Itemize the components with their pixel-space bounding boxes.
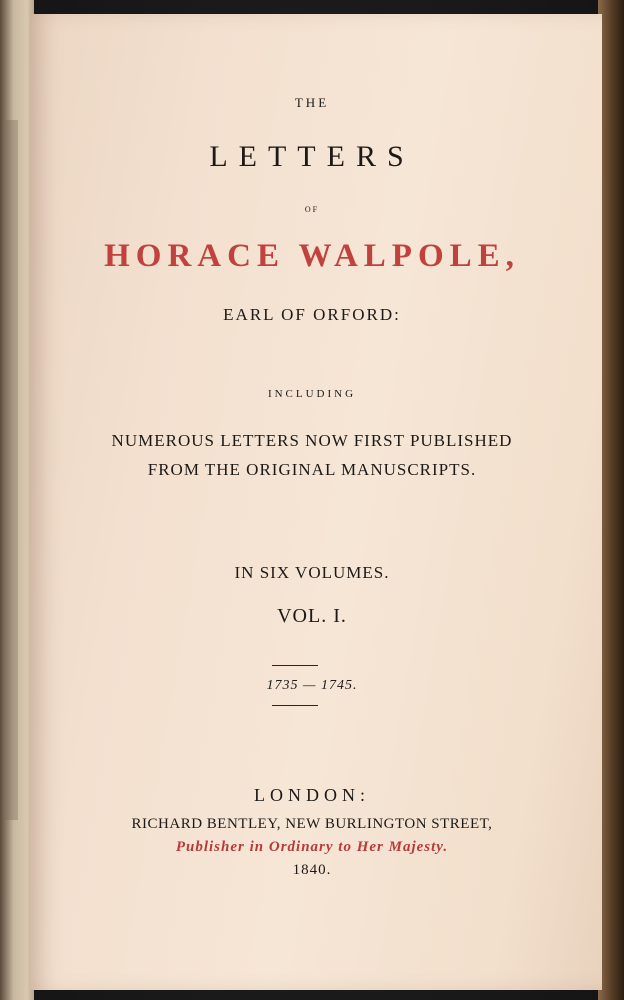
author-name: HORACE WALPOLE,: [104, 238, 520, 274]
imprint-place: LONDON:: [254, 785, 370, 805]
volume-count: IN SIX VOLUMES.: [234, 563, 390, 582]
subtitle-line-2: FROM THE ORIGINAL MANUSCRIPTS.: [147, 460, 477, 479]
volume-number: VOL. I.: [277, 605, 347, 627]
title-of: OF: [304, 205, 320, 214]
author-peerage: EARL OF ORFORD:: [223, 305, 401, 324]
subtitle-line-1: NUMEROUS LETTERS NOW FIRST PUBLISHED: [111, 431, 513, 450]
title-main: LETTERS: [209, 140, 415, 173]
date-rule-bottom: [272, 705, 318, 706]
including-label: INCLUDING: [267, 388, 357, 400]
imprint-publisher: RICHARD BENTLEY, NEW BURLINGTON STREET,: [131, 816, 493, 832]
imprint-publisher-note: Publisher in Ordinary to Her Majesty.: [175, 839, 449, 855]
date-rule-top: [272, 665, 318, 666]
date-range: 1735 — 1745.: [266, 678, 358, 693]
imprint-year: 1840.: [292, 862, 332, 878]
title-article: THE: [294, 95, 330, 110]
